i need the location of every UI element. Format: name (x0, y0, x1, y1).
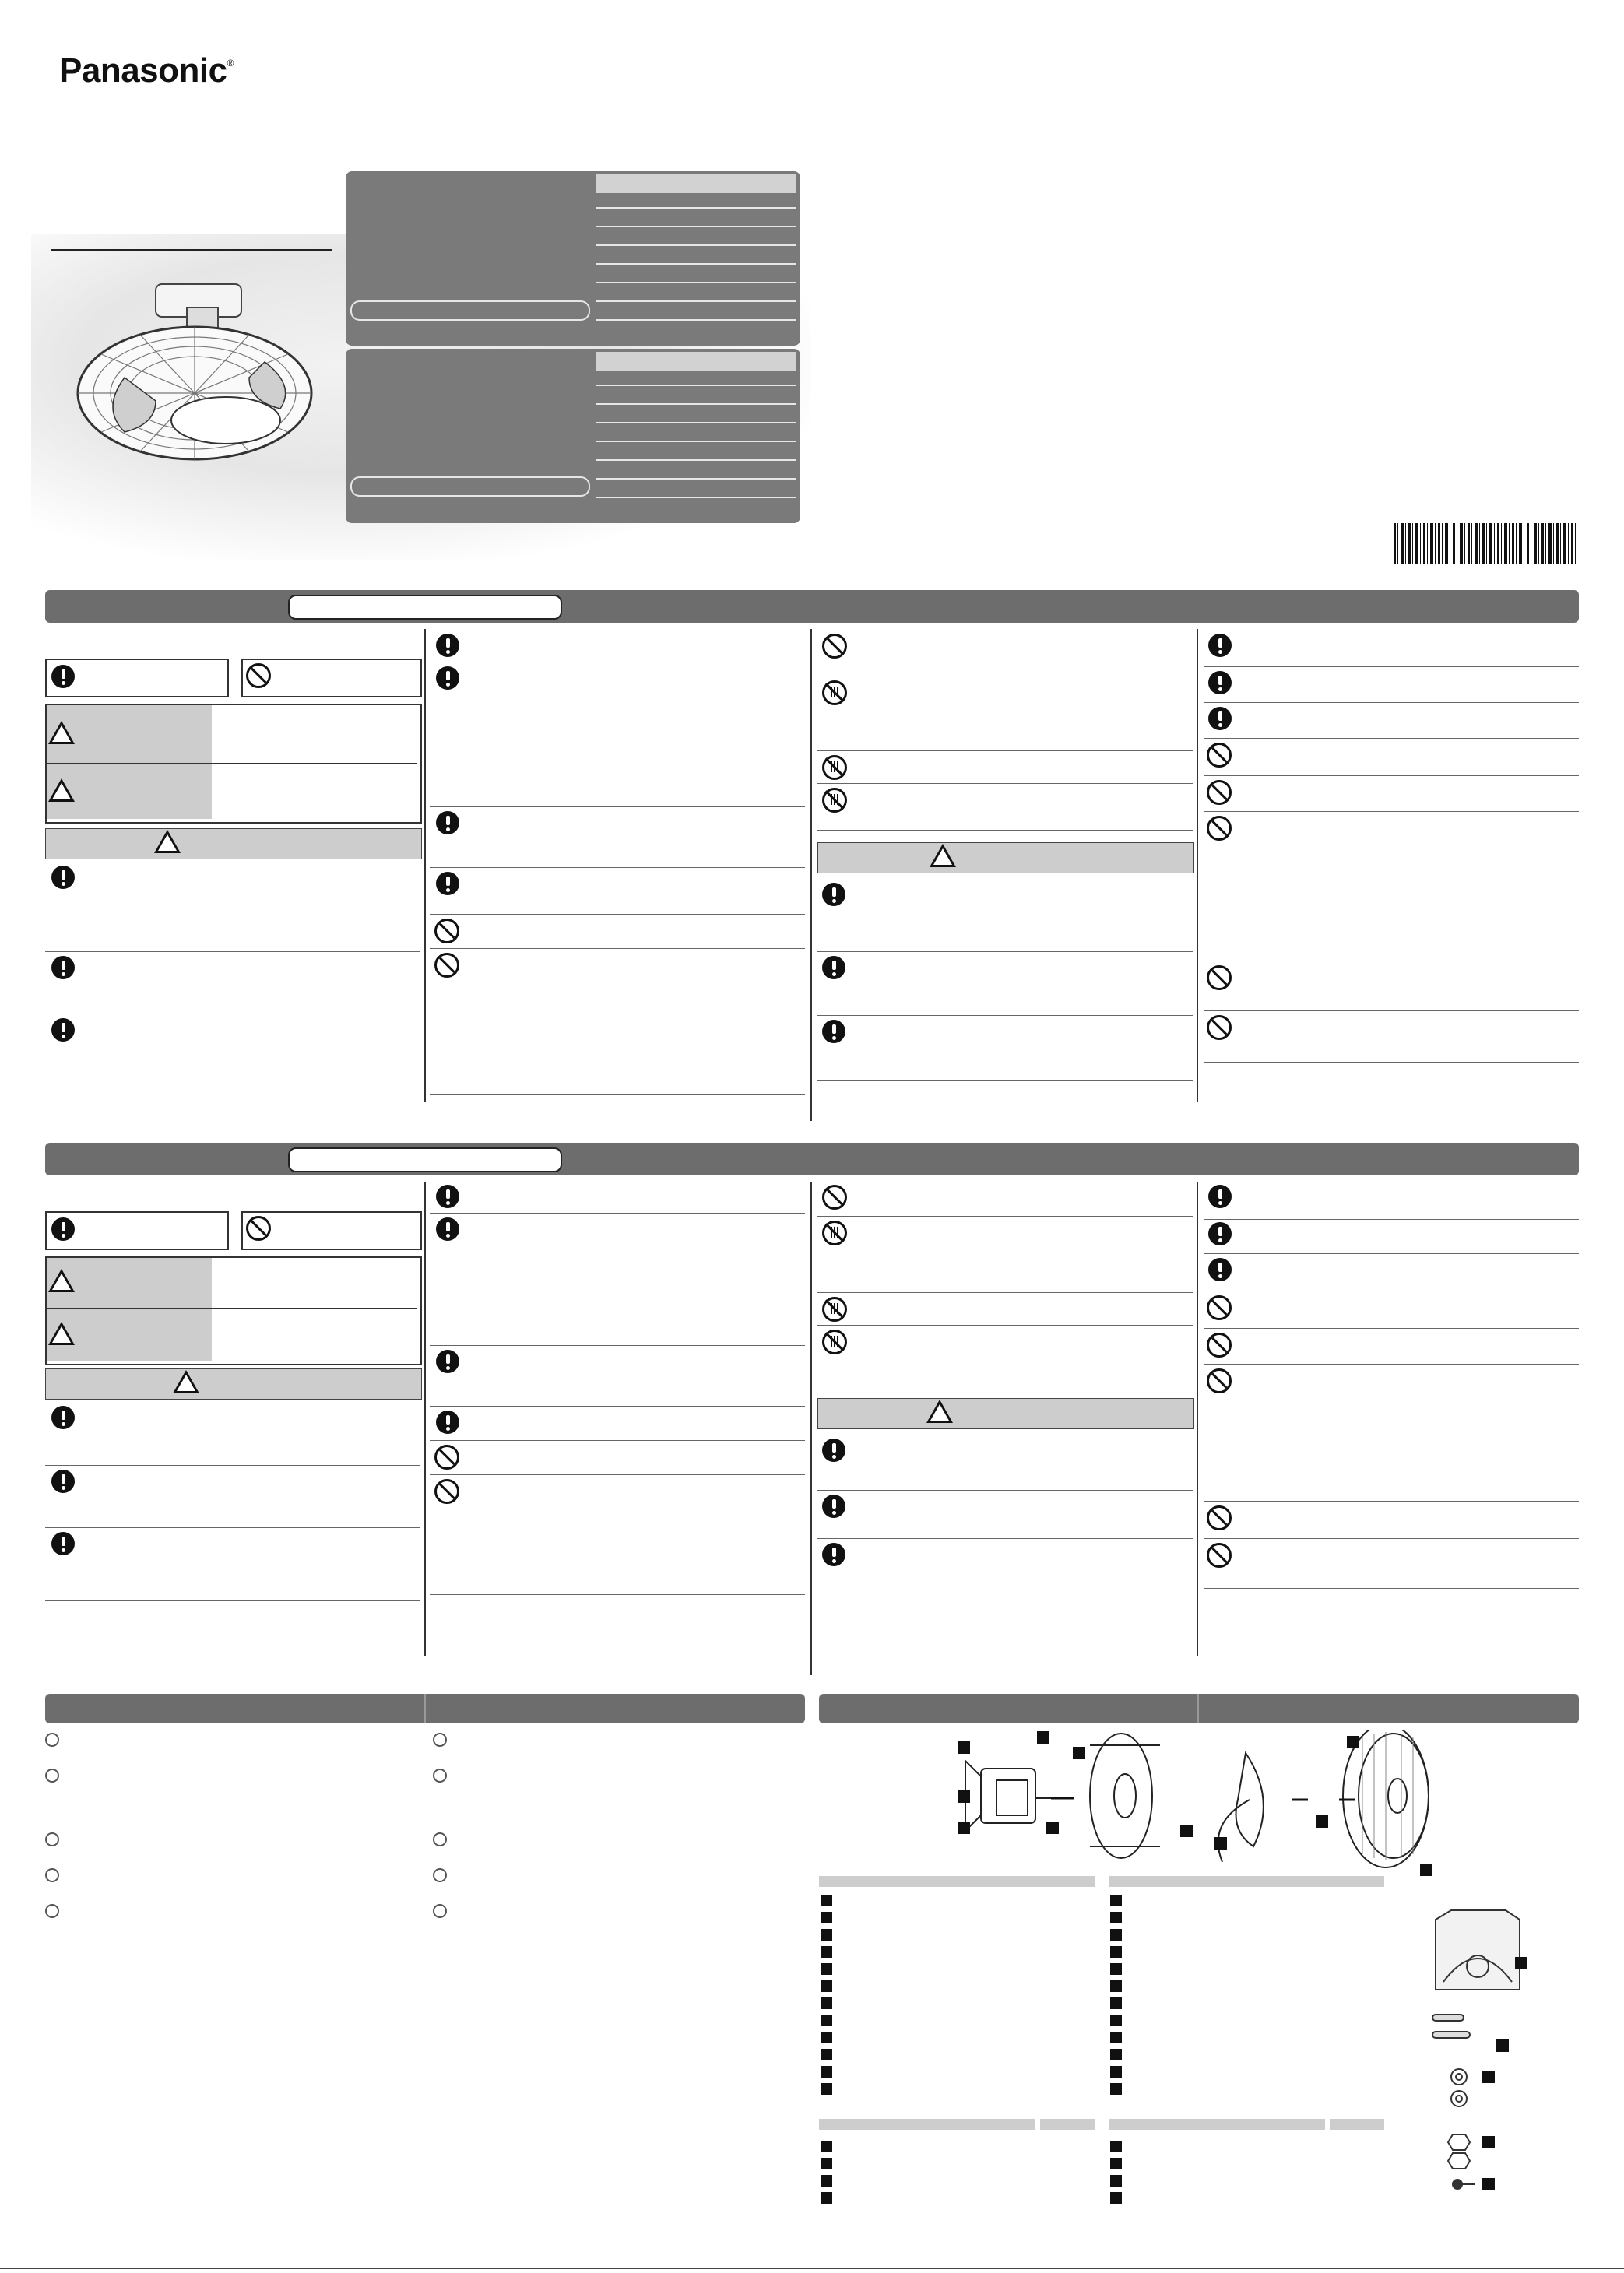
part-number-square-icon (821, 1929, 832, 1941)
exclamation-circle-icon (51, 1470, 75, 1493)
exclamation-circle-icon (822, 1020, 845, 1043)
band-divider (1197, 1694, 1199, 1723)
row-divider (430, 1440, 805, 1441)
row-divider (430, 1474, 805, 1475)
no-circle-icon (1207, 1295, 1232, 1320)
row-divider (1204, 1364, 1579, 1365)
row-divider (817, 1015, 1193, 1016)
part-number-square-icon (821, 2049, 832, 2060)
exclamation-circle-icon (51, 1217, 75, 1241)
no-wet-hands-icon (822, 788, 847, 813)
exclamation-circle-icon (51, 665, 75, 688)
row-divider (1204, 1328, 1579, 1329)
column-divider (810, 629, 812, 1121)
part-number-square-icon (1110, 1929, 1122, 1941)
warning-triangle-icon (926, 1400, 953, 1423)
part-number-square-icon (1110, 1963, 1122, 1975)
contents-divider (596, 207, 796, 209)
row-divider (430, 1094, 805, 1095)
part-number-square-icon (1110, 2032, 1122, 2043)
part-number-square-icon (1482, 2178, 1495, 2190)
column-divider (424, 629, 426, 1102)
exclamation-circle-icon (51, 866, 75, 889)
contents-divider (596, 441, 796, 442)
exclamation-circle-icon (436, 1350, 459, 1373)
no-circle-icon (434, 1479, 459, 1504)
no-circle-icon (1207, 1368, 1232, 1393)
caution-header-bar (817, 1398, 1194, 1429)
exclamation-circle-icon (436, 1185, 459, 1208)
part-number-square-icon (821, 1912, 832, 1923)
parts-section-band (819, 1694, 1579, 1723)
exclamation-circle-icon (436, 634, 459, 657)
exclamation-circle-icon (51, 1532, 75, 1555)
section-title-pill (288, 1147, 562, 1172)
no-circle-icon (1207, 1505, 1232, 1530)
part-number-square-icon (821, 1895, 832, 1906)
bullet-circle-icon (45, 1769, 59, 1783)
row-divider (1204, 1253, 1579, 1254)
exclamation-circle-icon (436, 1411, 459, 1434)
caution-header-bar (817, 842, 1194, 873)
row-divider (817, 1490, 1193, 1491)
part-number-square-icon (1482, 2071, 1495, 2083)
contents-divider (596, 263, 796, 265)
exclamation-circle-icon (1208, 1258, 1232, 1281)
contents-header-bar (596, 352, 796, 371)
part-number-square-icon (821, 2083, 832, 2095)
title-underline (51, 249, 332, 251)
no-wet-hands-icon (822, 1330, 847, 1354)
row-divider (817, 1292, 1193, 1293)
no-circle-icon (434, 953, 459, 978)
part-number-square-icon (1180, 1825, 1193, 1837)
contents-divider (596, 244, 796, 246)
no-wet-hands-icon (822, 1297, 847, 1322)
band-divider (424, 1694, 426, 1723)
bullet-circle-icon (433, 1868, 447, 1882)
table-divider (47, 763, 417, 764)
no-circle-icon (434, 1445, 459, 1470)
row-divider (1204, 1501, 1579, 1502)
exclamation-circle-icon (1208, 671, 1232, 694)
exclamation-circle-icon (51, 1406, 75, 1429)
row-divider (817, 1080, 1193, 1081)
warning-triangle-icon (154, 830, 181, 853)
part-number-square-icon (1110, 2083, 1122, 2095)
parts-list-header (1109, 1876, 1384, 1887)
bullet-circle-icon (433, 1733, 447, 1747)
row-divider (1204, 1588, 1579, 1589)
row-divider (817, 783, 1193, 784)
exclamation-circle-icon (1208, 707, 1232, 730)
row-divider (817, 951, 1193, 952)
exclamation-circle-icon (822, 1543, 845, 1566)
column-divider (1197, 629, 1198, 1102)
parts-list-markers (819, 1892, 833, 2110)
column-divider (1197, 1182, 1198, 1656)
contents-divider (596, 300, 796, 302)
exclamation-circle-icon (1208, 1222, 1232, 1245)
no-disassembly-icon (822, 1221, 847, 1245)
row-divider (430, 1594, 805, 1595)
part-number-square-icon (821, 2141, 832, 2152)
bullet-circle-icon (45, 1868, 59, 1882)
accessory-list-header (1109, 2119, 1325, 2130)
barcode (1394, 523, 1577, 564)
row-divider (1204, 811, 1579, 812)
part-number-square-icon (1037, 1731, 1049, 1744)
row-divider (817, 830, 1193, 831)
part-number-square-icon (1073, 1747, 1085, 1759)
part-number-square-icon (821, 2015, 832, 2026)
accessory-qty-header (1330, 2119, 1384, 2130)
no-disassembly-icon (822, 680, 847, 705)
part-number-square-icon (1110, 2049, 1122, 2060)
part-number-square-icon (958, 1790, 970, 1803)
part-number-square-icon (821, 2158, 832, 2169)
row-divider (1204, 775, 1579, 776)
row-divider (45, 951, 420, 952)
part-number-square-icon (821, 1980, 832, 1992)
part-number-square-icon (1214, 1837, 1227, 1850)
contents-divider (596, 282, 796, 283)
no-circle-icon (246, 1216, 271, 1241)
bullet-circle-icon (433, 1832, 447, 1846)
part-number-square-icon (1316, 1815, 1328, 1828)
bullet-circle-icon (433, 1904, 447, 1918)
row-divider (817, 1538, 1193, 1539)
part-number-square-icon (1110, 1980, 1122, 1992)
part-number-square-icon (821, 2032, 832, 2043)
warning-triangle-icon (173, 1370, 199, 1393)
part-number-square-icon (958, 1822, 970, 1834)
exclamation-circle-icon (822, 883, 845, 906)
part-number-square-icon (1110, 1895, 1122, 1906)
row-divider (45, 1527, 420, 1528)
parts-list-markers (1109, 1892, 1123, 2110)
row-divider (430, 867, 805, 868)
no-circle-icon (246, 663, 271, 688)
contents-header-bar (596, 174, 796, 193)
bullet-circle-icon (45, 1733, 59, 1747)
contents-panel-2 (346, 349, 800, 523)
part-number-square-icon (1420, 1864, 1432, 1876)
contents-divider (596, 385, 796, 386)
row-divider (45, 1465, 420, 1466)
row-divider (430, 1213, 805, 1214)
safety-section-band-2 (45, 1143, 1579, 1175)
row-divider (817, 750, 1193, 751)
contents-divider (596, 226, 796, 227)
no-circle-icon (1207, 816, 1232, 841)
exclamation-circle-icon (822, 956, 845, 979)
safety-section-band-1 (45, 590, 1579, 623)
row-divider (430, 806, 805, 807)
accessory-list-header (819, 2119, 1035, 2130)
warning-triangle-icon (48, 1322, 75, 1345)
exploded-parts-diagram (950, 1730, 1464, 1893)
part-number-square-icon (1110, 1912, 1122, 1923)
part-number-square-icon (1347, 1736, 1359, 1748)
row-divider (1204, 1062, 1579, 1063)
brand-logo: Panasonic® (59, 51, 234, 90)
column-divider (424, 1182, 426, 1656)
no-circle-icon (1207, 743, 1232, 768)
row-divider (1204, 702, 1579, 703)
part-number-square-icon (1515, 1957, 1527, 1969)
exclamation-circle-icon (822, 1495, 845, 1518)
row-divider (1204, 1010, 1579, 1011)
no-circle-icon (1207, 1015, 1232, 1040)
parts-list-header (819, 1876, 1095, 1887)
exclamation-circle-icon (436, 1217, 459, 1241)
row-divider (430, 948, 805, 949)
contents-highlight (350, 300, 590, 321)
exclamation-circle-icon (436, 666, 459, 690)
exclamation-circle-icon (51, 956, 75, 979)
warning-triangle-icon (48, 778, 75, 802)
accessory-qty-header (1040, 2119, 1095, 2130)
contents-divider (596, 478, 796, 480)
row-divider (817, 1325, 1193, 1326)
row-divider (1204, 666, 1579, 667)
row-divider (1204, 1219, 1579, 1220)
exclamation-circle-icon (51, 1018, 75, 1042)
exclamation-circle-icon (1208, 1185, 1232, 1208)
part-number-square-icon (1110, 1946, 1122, 1958)
part-number-square-icon (1110, 2158, 1122, 2169)
part-number-square-icon (1110, 2175, 1122, 2187)
part-number-square-icon (1110, 1997, 1122, 2009)
part-number-square-icon (821, 2192, 832, 2204)
warning-triangle-icon (48, 1269, 75, 1292)
contents-divider (596, 319, 796, 321)
part-number-square-icon (821, 2175, 832, 2187)
contents-highlight (350, 476, 590, 497)
warning-header-bar (45, 1368, 422, 1400)
row-divider (430, 914, 805, 915)
ceiling-fan-illustration (70, 276, 335, 471)
exclamation-circle-icon (436, 811, 459, 834)
bullet-circle-icon (433, 1769, 447, 1783)
accessory-illustrations (1428, 1904, 1545, 2200)
no-circle-icon (1207, 1543, 1232, 1568)
bullet-circle-icon (45, 1904, 59, 1918)
part-number-square-icon (958, 1741, 970, 1754)
part-number-square-icon (821, 1963, 832, 1975)
part-number-square-icon (821, 2066, 832, 2078)
exclamation-circle-icon (1208, 634, 1232, 657)
no-circle-icon (1207, 780, 1232, 805)
warning-header-bar (45, 828, 422, 859)
no-circle-icon (822, 1185, 847, 1210)
part-number-square-icon (821, 1946, 832, 1958)
row-divider (817, 1216, 1193, 1217)
warning-triangle-icon (930, 844, 956, 867)
part-number-square-icon (1046, 1822, 1059, 1834)
exclamation-circle-icon (822, 1439, 845, 1462)
no-circle-icon (822, 634, 847, 659)
row-divider (430, 1345, 805, 1346)
no-circle-icon (1207, 965, 1232, 990)
exclamation-circle-icon (436, 872, 459, 895)
part-number-square-icon (821, 1997, 832, 2009)
part-number-square-icon (1496, 2039, 1509, 2052)
bullet-circle-icon (45, 1832, 59, 1846)
section-title-pill (288, 595, 562, 620)
contents-panel-1 (346, 171, 800, 346)
part-number-square-icon (1110, 2066, 1122, 2078)
part-number-square-icon (1110, 2141, 1122, 2152)
no-circle-icon (434, 919, 459, 943)
contents-divider (596, 422, 796, 423)
footer-rule (0, 2268, 1624, 2269)
row-divider (430, 1406, 805, 1407)
part-number-square-icon (1110, 2192, 1122, 2204)
table-divider (47, 1308, 417, 1309)
row-divider (1204, 738, 1579, 739)
no-circle-icon (1207, 1333, 1232, 1358)
part-number-square-icon (1110, 2015, 1122, 2026)
contents-divider (596, 497, 796, 498)
contents-divider (596, 459, 796, 461)
row-divider (1204, 1538, 1579, 1539)
warning-triangle-icon (48, 721, 75, 744)
contents-divider (596, 403, 796, 405)
part-number-square-icon (1482, 2136, 1495, 2148)
row-divider (45, 1600, 420, 1601)
column-divider (810, 1182, 812, 1675)
no-wet-hands-icon (822, 755, 847, 780)
